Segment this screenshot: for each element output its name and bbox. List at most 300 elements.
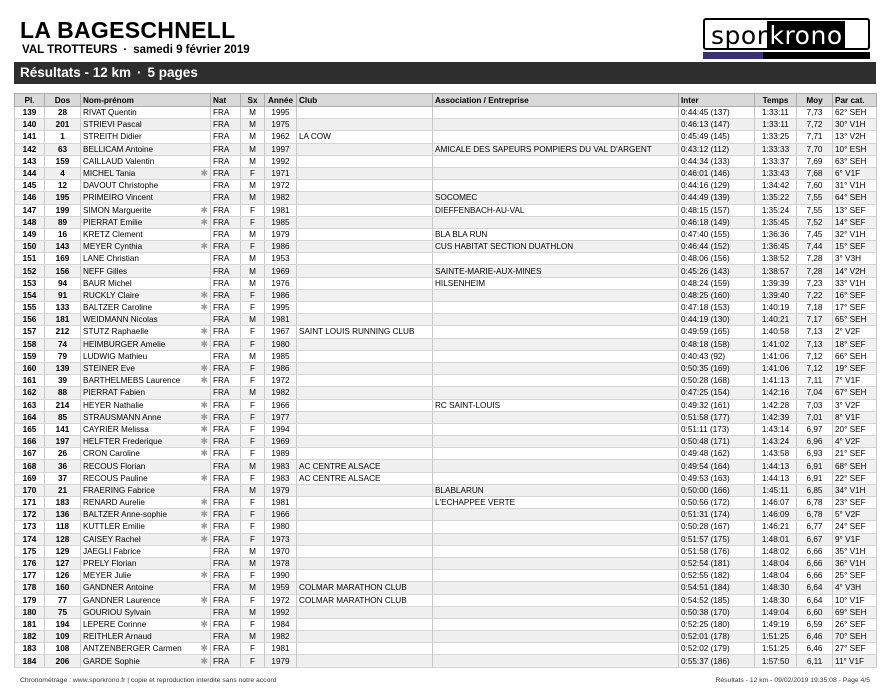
col-sx-cell: M: [241, 192, 265, 204]
col-temps-cell: 1:51:25: [755, 643, 797, 655]
col-asso-cell: [433, 326, 679, 338]
col-inter-cell: 0:48:18 (158): [679, 338, 755, 350]
col-asso-cell: [433, 167, 679, 179]
col-nom-cell: [81, 618, 211, 630]
col-club-cell: AC CENTRE ALSACE: [297, 460, 433, 472]
col-temps-cell: 1:57:50: [755, 655, 797, 667]
col-nat-cell: FRA: [211, 533, 241, 545]
col-sx-cell: F: [241, 497, 265, 509]
col-dos-cell: 36: [45, 460, 81, 472]
runner-name: CAYRIER Melissa: [83, 424, 149, 434]
col-cat-cell: 69° SEH: [833, 606, 877, 618]
col-moy-cell: 6,85: [797, 484, 833, 496]
col-nat-cell: FRA: [211, 362, 241, 374]
col-nat-cell: FRA: [211, 606, 241, 618]
col-annee-cell: 1972: [265, 594, 297, 606]
col-dos-cell: 126: [45, 570, 81, 582]
col-annee-cell: 1975: [265, 119, 297, 131]
banner-label: Résultats - 12 km: [20, 65, 132, 80]
col-pl-cell: 160: [15, 362, 45, 374]
col-annee-cell: 1966: [265, 399, 297, 411]
col-inter-cell: 0:44:45 (137): [679, 107, 755, 119]
col-asso-cell: [433, 618, 679, 630]
col-nat-cell: FRA: [211, 289, 241, 301]
female-star-icon: ✱: [200, 241, 208, 252]
col-temps-cell: 1:48:04: [755, 557, 797, 569]
col-club-cell: [297, 411, 433, 423]
col-nom-cell: [81, 436, 211, 448]
col-cat-cell: 13° V2H: [833, 131, 877, 143]
col-cat-cell: 62° SEH: [833, 107, 877, 119]
col-nat-cell: FRA: [211, 228, 241, 240]
col-temps-cell: 1:33:11: [755, 119, 797, 131]
col-sx-cell: F: [241, 472, 265, 484]
col-sx-cell: M: [241, 314, 265, 326]
runner-name: GOURIOU Sylvain: [83, 607, 151, 617]
col-dos-cell: 91: [45, 289, 81, 301]
logo-bar-dark: [763, 52, 870, 59]
banner-pages: 5 pages: [147, 65, 198, 80]
female-star-icon: ✱: [200, 618, 208, 629]
col-inter-cell: 0:54:51 (184): [679, 582, 755, 594]
col-cat-cell: 14° SEF: [833, 216, 877, 228]
col-dos-cell: 4: [45, 167, 81, 179]
col-temps-cell: 1:36:45: [755, 241, 797, 253]
col-sx-cell: F: [241, 375, 265, 387]
col-annee-cell: 1990: [265, 570, 297, 582]
col-moy-cell: 7,23: [797, 277, 833, 289]
col-club-cell: [297, 350, 433, 362]
col-asso-cell: [433, 545, 679, 557]
table-row: [15, 314, 877, 326]
col-dos-cell: 181: [45, 314, 81, 326]
col-club-cell: [297, 302, 433, 314]
table-row: [15, 338, 877, 350]
col-annee-cell: 1966: [265, 509, 297, 521]
footer-left: Chronométrage : www.sporkrono.fr | copie et reproduction interdite sans notre accord: [20, 677, 277, 684]
col-temps-cell: 1:49:04: [755, 606, 797, 618]
col-cat-cell: 17° SEF: [833, 302, 877, 314]
table-body: [15, 107, 877, 668]
col-dos-cell: 141: [45, 423, 81, 435]
col-annee-cell: 1992: [265, 606, 297, 618]
col-annee-cell: 1992: [265, 155, 297, 167]
col-club-cell: [297, 509, 433, 521]
col-pl-cell: 154: [15, 289, 45, 301]
col-sx-cell: F: [241, 241, 265, 253]
col-inter-cell: 0:50:28 (168): [679, 375, 755, 387]
runner-name: BALTZER Anne-sophie: [83, 510, 168, 520]
col-dos-cell: 139: [45, 362, 81, 374]
table-row: [15, 594, 877, 606]
col-asso-cell: SOCOMEC: [433, 192, 679, 204]
col-sx-cell: M: [241, 131, 265, 143]
col-club-cell: [297, 448, 433, 460]
col-club-cell: [297, 497, 433, 509]
col-nom-cell: [81, 545, 211, 557]
col-pl-cell: 177: [15, 570, 45, 582]
female-star-icon: ✱: [200, 326, 208, 337]
col-cat-cell: 66° SEH: [833, 350, 877, 362]
col-pl-cell: 150: [15, 241, 45, 253]
col-moy-cell: 7,13: [797, 326, 833, 338]
col-moy-cell: 7,03: [797, 399, 833, 411]
col-nom-cell: [81, 472, 211, 484]
runner-name: HELFTER Frederique: [83, 437, 163, 447]
col-annee-cell: 1959: [265, 582, 297, 594]
table-row: [15, 155, 877, 167]
col-cat-cell: 20° SEF: [833, 423, 877, 435]
col-club-cell: COLMAR MARATHON CLUB: [297, 582, 433, 594]
col-nat-cell: FRA: [211, 423, 241, 435]
col-nom-cell: [81, 326, 211, 338]
col-temps-cell: 1:45:11: [755, 484, 797, 496]
col-dos-cell: 214: [45, 399, 81, 411]
col-dos-header: Dos: [45, 94, 81, 107]
col-dos-cell: 37: [45, 472, 81, 484]
col-inter-cell: 0:48:24 (159): [679, 277, 755, 289]
col-annee-cell: 1983: [265, 472, 297, 484]
col-asso-cell: [433, 631, 679, 643]
col-cat-cell: 64° SEH: [833, 192, 877, 204]
col-asso-cell: [433, 289, 679, 301]
col-nat-cell: FRA: [211, 265, 241, 277]
col-dos-cell: 79: [45, 350, 81, 362]
col-club-cell: [297, 265, 433, 277]
col-club-cell: [297, 143, 433, 155]
page-header: [20, 18, 250, 56]
table-row: [15, 436, 877, 448]
col-pl-cell: 178: [15, 582, 45, 594]
col-nat-cell: FRA: [211, 484, 241, 496]
col-dos-cell: 197: [45, 436, 81, 448]
col-inter-cell: 0:49:32 (161): [679, 399, 755, 411]
col-dos-cell: 156: [45, 265, 81, 277]
col-cat-cell: 63° SEH: [833, 155, 877, 167]
table-row: [15, 545, 877, 557]
col-club-cell: [297, 423, 433, 435]
col-dos-cell: 109: [45, 631, 81, 643]
col-asso-cell: [433, 594, 679, 606]
col-pl-cell: 184: [15, 655, 45, 667]
col-club-cell: [297, 521, 433, 533]
col-club-cell: [297, 119, 433, 131]
col-nat-cell: FRA: [211, 314, 241, 326]
runner-name: STEINER Eve: [83, 364, 135, 374]
col-dos-cell: 127: [45, 557, 81, 569]
col-inter-cell: 0:46:13 (147): [679, 119, 755, 131]
col-nat-cell: FRA: [211, 241, 241, 253]
col-nom-cell: [81, 302, 211, 314]
col-club-cell: [297, 216, 433, 228]
col-moy-cell: 6,77: [797, 521, 833, 533]
col-cat-cell: 27° SEF: [833, 643, 877, 655]
col-sx-cell: F: [241, 618, 265, 630]
col-cat-cell: 8° V1F: [833, 411, 877, 423]
col-inter-cell: 0:47:18 (153): [679, 302, 755, 314]
col-nat-cell: FRA: [211, 155, 241, 167]
col-club-cell: [297, 107, 433, 119]
runner-name: GANDNER Laurence: [83, 595, 161, 605]
col-asso-cell: [433, 131, 679, 143]
col-nat-cell: FRA: [211, 119, 241, 131]
col-cat-cell: 13° SEF: [833, 204, 877, 216]
female-star-icon: ✱: [200, 338, 208, 349]
col-annee-cell: 1986: [265, 289, 297, 301]
col-nom-cell: [81, 655, 211, 667]
col-inter-cell: 0:48:25 (160): [679, 289, 755, 301]
col-moy-cell: 7,68: [797, 167, 833, 179]
col-asso-cell: [433, 338, 679, 350]
col-nat-cell: FRA: [211, 448, 241, 460]
col-pl-header: Pl.: [15, 94, 45, 107]
col-temps-cell: 1:42:28: [755, 399, 797, 411]
col-annee-cell: 1980: [265, 338, 297, 350]
col-club-cell: [297, 545, 433, 557]
col-asso-cell: HILSENHEIM: [433, 277, 679, 289]
col-temps-cell: 1:36:36: [755, 228, 797, 240]
col-moy-cell: 7,52: [797, 216, 833, 228]
col-nat-cell: FRA: [211, 557, 241, 569]
col-moy-cell: 7,72: [797, 119, 833, 131]
col-dos-cell: 88: [45, 387, 81, 399]
col-nom-cell: [81, 484, 211, 496]
col-sx-cell: F: [241, 167, 265, 179]
col-nom-cell: [81, 289, 211, 301]
col-pl-cell: 173: [15, 521, 45, 533]
results-table: [14, 93, 877, 668]
col-annee-cell: 1995: [265, 107, 297, 119]
col-sx-cell: F: [241, 521, 265, 533]
col-sx-cell: F: [241, 594, 265, 606]
col-sx-cell: F: [241, 655, 265, 667]
col-nat-cell: FRA: [211, 387, 241, 399]
col-nom-cell: [81, 131, 211, 143]
col-nat-cell: FRA: [211, 167, 241, 179]
col-annee-cell: 1982: [265, 387, 297, 399]
col-cat-cell: 18° SEF: [833, 338, 877, 350]
runner-name: PRELY Florian: [83, 559, 137, 569]
col-asso-cell: [433, 411, 679, 423]
col-pl-cell: 169: [15, 472, 45, 484]
col-asso-cell: [433, 436, 679, 448]
col-pl-cell: 144: [15, 167, 45, 179]
col-pl-cell: 172: [15, 509, 45, 521]
female-star-icon: ✱: [200, 643, 208, 654]
col-dos-cell: 133: [45, 302, 81, 314]
col-pl-cell: 170: [15, 484, 45, 496]
col-moy-cell: 6,60: [797, 606, 833, 618]
table-row: [15, 484, 877, 496]
col-pl-cell: 181: [15, 618, 45, 630]
col-temps-cell: 1:33:43: [755, 167, 797, 179]
col-annee-cell: 1983: [265, 460, 297, 472]
col-club-header: Club: [297, 94, 433, 107]
col-moy-cell: 7,11: [797, 375, 833, 387]
col-club-cell: [297, 204, 433, 216]
col-temps-cell: 1:48:04: [755, 570, 797, 582]
col-club-cell: [297, 167, 433, 179]
col-temps-cell: 1:33:11: [755, 107, 797, 119]
table-row: [15, 423, 877, 435]
col-moy-cell: 7,04: [797, 387, 833, 399]
col-asso-cell: BLABLARUN: [433, 484, 679, 496]
table-row: [15, 131, 877, 143]
col-moy-cell: 6,97: [797, 423, 833, 435]
col-asso-cell: [433, 521, 679, 533]
runner-name: STRIEVI Pascal: [83, 120, 142, 130]
col-asso-cell: [433, 375, 679, 387]
col-temps-cell: 1:39:40: [755, 289, 797, 301]
col-nom-cell: [81, 216, 211, 228]
col-moy-cell: 6,64: [797, 582, 833, 594]
col-nom-cell: [81, 265, 211, 277]
col-inter-cell: 0:45:49 (145): [679, 131, 755, 143]
col-asso-cell: [433, 362, 679, 374]
col-nom-cell: [81, 253, 211, 265]
col-temps-cell: 1:46:21: [755, 521, 797, 533]
col-moy-cell: 6,78: [797, 497, 833, 509]
table-row: [15, 167, 877, 179]
col-temps-cell: 1:48:01: [755, 533, 797, 545]
col-nat-cell: FRA: [211, 570, 241, 582]
table-row: [15, 533, 877, 545]
footer-right: Résultats - 12 km - 09/02/2019 19:35:08 - Page 4/5: [715, 677, 870, 684]
logo-bar-accent: [703, 52, 763, 59]
col-pl-cell: 151: [15, 253, 45, 265]
col-cat-cell: 4° V2F: [833, 436, 877, 448]
col-cat-cell: 70° SEH: [833, 631, 877, 643]
col-sx-cell: F: [241, 423, 265, 435]
col-nom-cell: [81, 241, 211, 253]
col-temps-cell: 1:48:30: [755, 594, 797, 606]
col-club-cell: [297, 375, 433, 387]
col-nat-cell: FRA: [211, 521, 241, 533]
col-moy-cell: 7,55: [797, 204, 833, 216]
col-dos-cell: 212: [45, 326, 81, 338]
runner-name: PRIMEIRO Vincent: [83, 193, 153, 203]
table-row: [15, 253, 877, 265]
col-temps-cell: 1:42:16: [755, 387, 797, 399]
col-nat-cell: FRA: [211, 350, 241, 362]
col-moy-cell: 7,60: [797, 180, 833, 192]
col-club-cell: COLMAR MARATHON CLUB: [297, 594, 433, 606]
col-inter-cell: 0:55:37 (186): [679, 655, 755, 667]
col-nom-cell: [81, 606, 211, 618]
col-pl-cell: 183: [15, 643, 45, 655]
col-sx-cell: F: [241, 448, 265, 460]
col-sx-cell: F: [241, 399, 265, 411]
runner-name: BALTZER Caroline: [83, 303, 153, 313]
col-inter-cell: 0:50:28 (167): [679, 521, 755, 533]
col-asso-cell: [433, 460, 679, 472]
col-moy-cell: 7,44: [797, 241, 833, 253]
female-star-icon: ✱: [200, 655, 208, 666]
col-dos-cell: 16: [45, 228, 81, 240]
col-annee-cell: 1997: [265, 143, 297, 155]
col-inter-cell: 0:46:18 (149): [679, 216, 755, 228]
col-sx-cell: M: [241, 107, 265, 119]
col-asso-cell: [433, 423, 679, 435]
results-banner: Résultats - 12 km · 5 pages: [14, 62, 876, 84]
col-club-cell: [297, 338, 433, 350]
col-nom-cell: [81, 521, 211, 533]
col-nat-cell: FRA: [211, 509, 241, 521]
col-annee-cell: 1969: [265, 265, 297, 277]
col-nom-cell: [81, 277, 211, 289]
col-inter-cell: 0:52:25 (180): [679, 618, 755, 630]
col-inter-cell: 0:43:12 (112): [679, 143, 755, 155]
col-moy-cell: 7,73: [797, 107, 833, 119]
col-asso-cell: [433, 155, 679, 167]
table-row: [15, 570, 877, 582]
col-temps-cell: 1:41:02: [755, 338, 797, 350]
runner-name: PIERRAT Fabien: [83, 388, 146, 398]
results-table-container: [14, 93, 876, 668]
table-row: [15, 302, 877, 314]
col-annee-cell: 1971: [265, 167, 297, 179]
col-pl-cell: 180: [15, 606, 45, 618]
col-club-cell: [297, 631, 433, 643]
col-sx-cell: M: [241, 460, 265, 472]
runner-name: JAEGLI Fabrice: [83, 546, 141, 556]
runner-name: MICHEL Tania: [83, 169, 136, 179]
runner-name: RECOUS Florian: [83, 461, 146, 471]
col-dos-cell: 206: [45, 655, 81, 667]
event-date: samedi 9 février 2019: [133, 44, 250, 56]
col-club-cell: LA COW: [297, 131, 433, 143]
col-annee-cell: 1981: [265, 497, 297, 509]
col-dos-cell: 194: [45, 618, 81, 630]
col-annee-cell: 1989: [265, 448, 297, 460]
col-moy-cell: 6,46: [797, 631, 833, 643]
col-moy-cell: 6,78: [797, 509, 833, 521]
col-pl-cell: 139: [15, 107, 45, 119]
col-pl-cell: 140: [15, 119, 45, 131]
col-dos-cell: 159: [45, 155, 81, 167]
col-temps-cell: 1:39:39: [755, 277, 797, 289]
col-cat-cell: 32° V1H: [833, 228, 877, 240]
runner-name: MEYER Cynthia: [83, 242, 143, 252]
col-asso-cell: [433, 582, 679, 594]
col-asso-cell: L'ECHAPPEE VERTE: [433, 497, 679, 509]
col-dos-cell: 143: [45, 241, 81, 253]
col-pl-cell: 171: [15, 497, 45, 509]
col-pl-cell: 175: [15, 545, 45, 557]
col-moy-cell: 7,28: [797, 265, 833, 277]
col-inter-cell: 0:51:58 (176): [679, 545, 755, 557]
runner-name: KUTTLER Emilie: [83, 522, 145, 532]
col-pl-cell: 168: [15, 460, 45, 472]
col-moy-cell: 6,46: [797, 643, 833, 655]
col-nom-cell: [81, 167, 211, 179]
female-star-icon: ✱: [200, 594, 208, 605]
female-star-icon: ✱: [200, 533, 208, 544]
col-dos-cell: 26: [45, 448, 81, 460]
col-annee-cell: 1969: [265, 436, 297, 448]
col-annee-cell: 1967: [265, 326, 297, 338]
col-moy-cell: 7,28: [797, 253, 833, 265]
table-row: [15, 265, 877, 277]
col-annee-cell: 1985: [265, 350, 297, 362]
sporkrono-logo: [703, 18, 870, 60]
col-asso-cell: DIEFFENBACH-AU-VAL: [433, 204, 679, 216]
col-temps-header: Temps: [755, 94, 797, 107]
col-dos-cell: 201: [45, 119, 81, 131]
col-nat-cell: FRA: [211, 216, 241, 228]
col-cat-cell: 23° SEF: [833, 497, 877, 509]
col-inter-cell: 0:49:48 (162): [679, 448, 755, 460]
